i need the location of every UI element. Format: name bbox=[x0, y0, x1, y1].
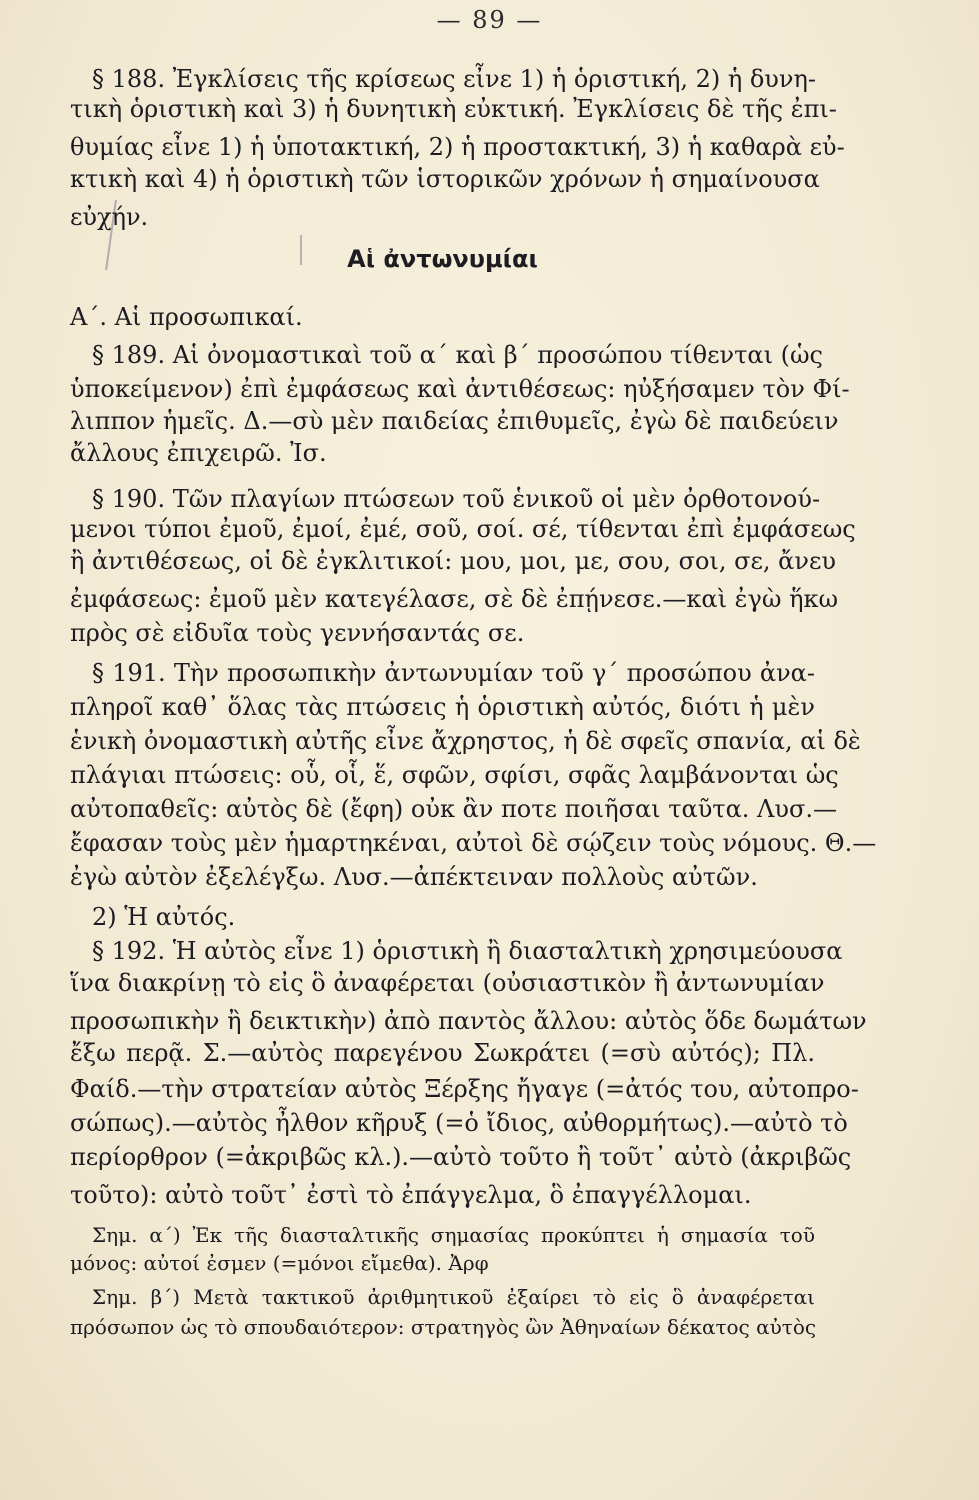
text-line: λιππον ἡμεῖς. Δ.—σὺ μὲν παιδείας ἐπιθυμεῖς, ἐγὼ δὲ παιδεύειν bbox=[70, 407, 839, 435]
page-number: — 89 — bbox=[436, 6, 543, 34]
text-line: § 191. Τὴν προσωπικὴν ἀντωνυμίαν τοῦ γ΄ προσώπου ἀνα- bbox=[92, 659, 815, 687]
text-line: ἔξω περᾷ. Σ.—αὐτὸς παρεγένου Σωκράτει (=σὺ αὐτός); Πλ. bbox=[70, 1039, 815, 1067]
section-heading: Αἱ ἀντωνυμίαι bbox=[347, 245, 538, 273]
text-line: ἐγὼ αὐτὸν ἐξελέγξω. Λυσ.—ἀπέκτειναν πολλοὺς αὐτῶν. bbox=[70, 863, 758, 891]
text-line: πληροῖ καθ᾽ ὅλας τὰς πτώσεις ἡ ὁριστικὴ αὐτός, διότι ἡ μὲν bbox=[70, 693, 815, 721]
text-line: πρὸς σὲ εἰδυῖα τοὺς γεννήσαντάς σε. bbox=[70, 619, 525, 647]
text-line: § 189. Αἱ ὀνομαστικαὶ τοῦ α΄ καὶ β΄ προσώπου τίθενται (ὡς bbox=[92, 341, 823, 369]
text-line: § 188. Ἐγκλίσεις τῆς κρίσεως εἶνε 1) ἡ ὁριστική, 2) ἡ δυνη- bbox=[92, 65, 816, 93]
text-line: τικὴ ὁριστικὴ καὶ 3) ἡ δυνητικὴ εὐκτική. Ἐγκλίσεις δὲ τῆς ἐπι- bbox=[70, 95, 837, 123]
text-line: ἵνα διακρίνῃ τὸ εἰς ὃ ἀναφέρεται (οὐσιαστικὸν ἢ ἀντωνυμίαν bbox=[70, 969, 825, 997]
text-line: Α΄. Αἱ προσωπικαί. bbox=[70, 303, 303, 331]
text-line: ἔφασαν τοὺς μὲν ἡμαρτηκέναι, αὐτοὶ δὲ σῴζειν τοὺς νόμους. Θ.— bbox=[70, 829, 877, 857]
text-line: ἄλλους ἐπιχειρῶ. Ἰσ. bbox=[70, 439, 327, 467]
text-line: κτικὴ καὶ 4) ἡ ὁριστικὴ τῶν ἱστορικῶν χρόνων ἡ σημαίνουσα bbox=[70, 165, 820, 193]
text-line: Φαίδ.—τὴν στρατείαν αὐτὸς Ξέρξης ἤγαγε (=ἀτός του, αὐτοπρο- bbox=[70, 1075, 859, 1103]
text-line: § 192. Ἡ αὐτὸς εἶνε 1) ὁριστικὴ ἢ διασταλτικὴ χρησιμεύουσα bbox=[92, 937, 843, 965]
note-line: πρόσωπον ὡς τὸ σπουδαιότερον: στρατηγὸς ὢν Ἀθηναίων δέκατος αὐτὸς bbox=[70, 1315, 817, 1339]
text-line: σώπως).—αὐτὸς ἦλθον κῆρυξ (=ὁ ἴδιος, αὐθορμήτως).—αὐτὸ τὸ bbox=[70, 1109, 848, 1137]
text-line: ἑνικὴ ὀνομαστικὴ αὐτῆς εἶνε ἄχρηστος, ἡ δὲ σφεῖς σπανία, αἱ δὲ bbox=[70, 727, 861, 755]
text-line: πλάγιαι πτώσεις: οὗ, οἷ, ἕ, σφῶν, σφίσι, σφᾶς λαμβάνονται ὡς bbox=[70, 761, 839, 789]
note-line: Σημ. α΄) Ἐκ τῆς διασταλτικῆς σημασίας προκύπτει ἡ σημασία τοῦ bbox=[92, 1223, 815, 1247]
text-line: τοῦτο): αὐτὸ τοῦτ᾽ ἐστὶ τὸ ἐπάγγελμα, ὃ ἐπαγγέλλομαι. bbox=[70, 1181, 752, 1209]
text-line: αὐτοπαθεῖς: αὐτὸς δὲ (ἔφη) οὐκ ἂν ποτε ποιῆσαι ταῦτα. Λυσ.— bbox=[70, 795, 837, 823]
text-line: προσωπικὴν ἢ δεικτικὴν) ἀπὸ παντὸς ἄλλου: αὐτὸς ὅδε δωμάτων bbox=[70, 1007, 867, 1035]
text-line: 2) Ἡ αὐτός. bbox=[92, 903, 236, 931]
note-line: Σημ. β΄) Μετὰ τακτικοῦ ἀριθμητικοῦ ἐξαίρει τὸ εἰς ὃ ἀναφέρεται bbox=[92, 1285, 815, 1309]
text-line: θυμίας εἶνε 1) ἡ ὑποτακτική, 2) ἡ προστακτική, 3) ἡ καθαρὰ εὐ- bbox=[70, 133, 845, 161]
text-line: ὑποκείμενον) ἐπὶ ἐμφάσεως καὶ ἀντιθέσεως: ηὐξήσαμεν τὸν Φί- bbox=[70, 375, 850, 403]
text-line: εὐχήν. bbox=[70, 203, 149, 231]
text-line: περίορθρον (=ἀκριβῶς κλ.).—αὐτὸ τοῦτο ἢ τοῦτ᾽ αὐτὸ (ἀκριβῶς bbox=[70, 1143, 852, 1171]
text-line: ἢ ἀντιθέσεως, οἱ δὲ ἐγκλιτικοί: μου, μοι, με, σου, σοι, σε, ἄνευ bbox=[70, 547, 836, 575]
text-line: ἐμφάσεως: ἐμοῦ μὲν κατεγέλασε, σὲ δὲ ἐπῄνεσε.—καὶ ἐγὼ ἥκω bbox=[70, 585, 839, 613]
note-line: μόνος: αὐτοί ἐσμεν (=μόνοι εἴμεθα). Ἀρφ bbox=[70, 1251, 489, 1275]
text-line: μενοι τύποι ἐμοῦ, ἐμοί, ἐμέ, σοῦ, σοί. σέ, τίθενται ἐπὶ ἐμφάσεως bbox=[70, 515, 856, 543]
text-line: § 190. Τῶν πλαγίων πτώσεων τοῦ ἑνικοῦ οἱ μὲν ὀρθοτονού- bbox=[92, 485, 821, 513]
